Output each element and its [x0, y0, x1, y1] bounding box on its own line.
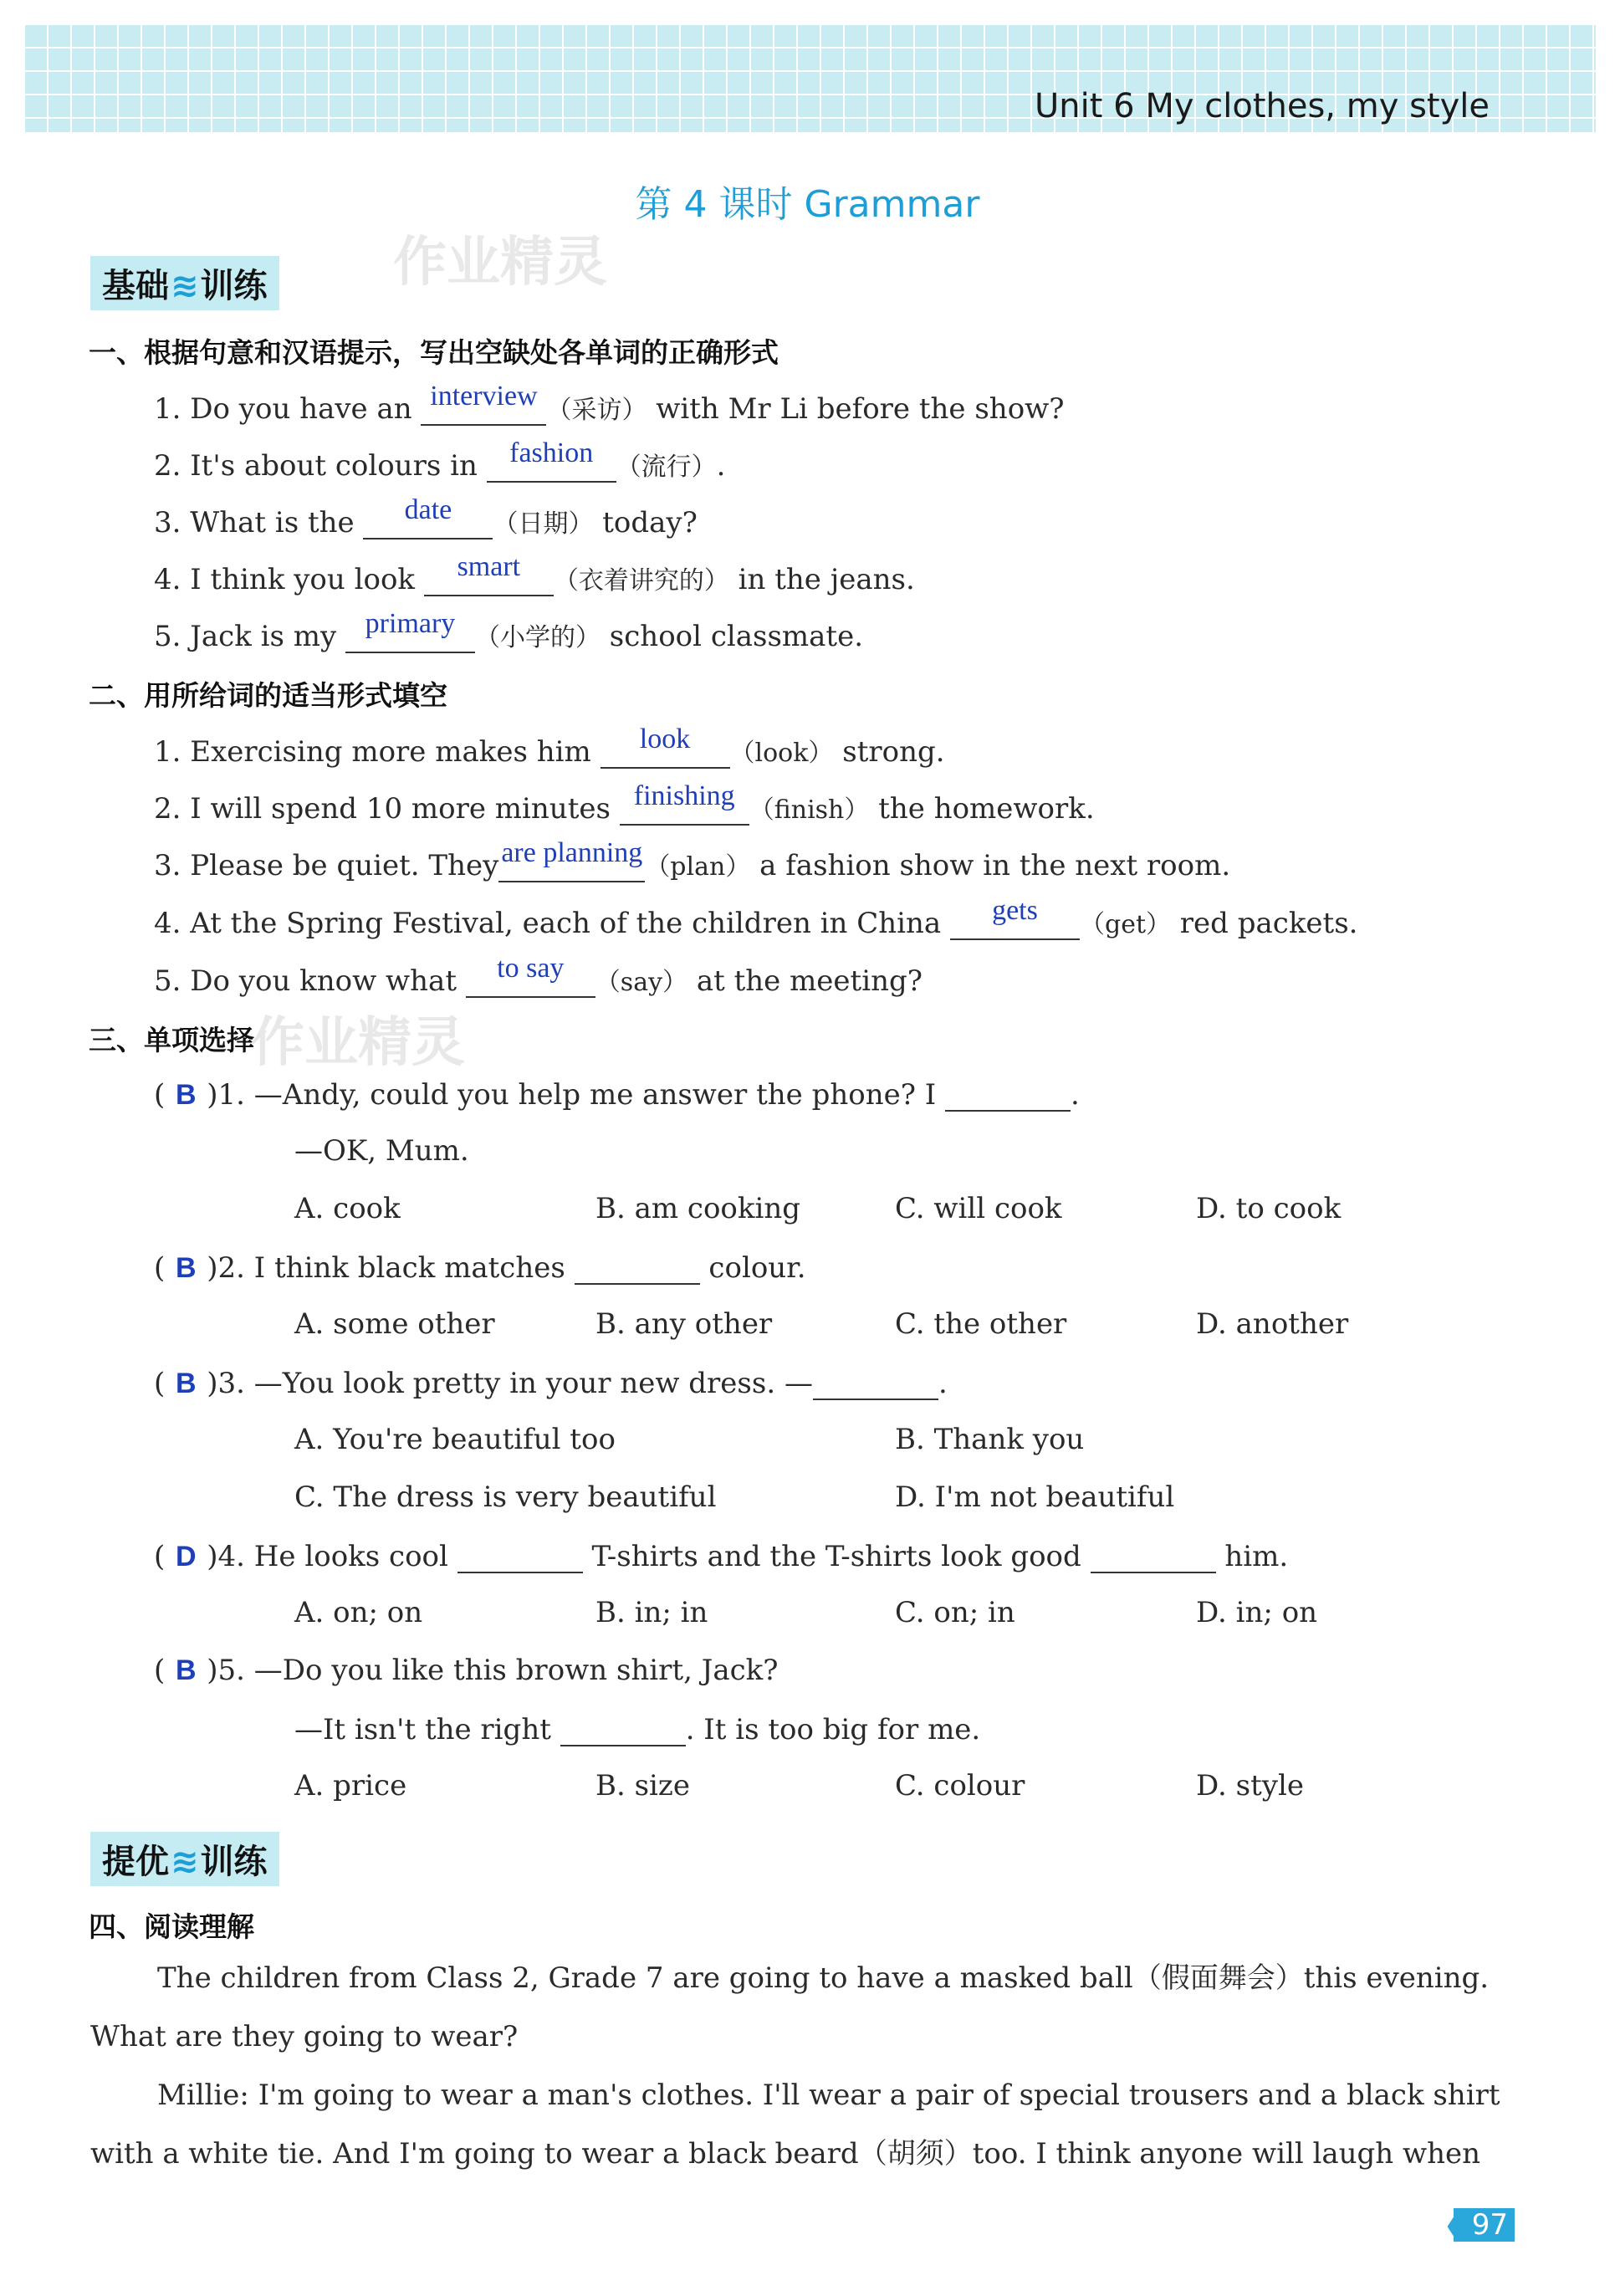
answer: smart [457, 551, 521, 582]
mc-option: D. to cook [1196, 1192, 1342, 1225]
mc-answer: D [175, 1541, 197, 1572]
page-number: ❮ 97 [1454, 2208, 1515, 2242]
part2-item: 5. Do you know what to say （say） at the meeting? [154, 953, 922, 998]
part2-title: 二、用所给词的适当形式填空 [89, 679, 447, 712]
mc-question-line2: —It isn't the right . It is too big for me. [294, 1713, 981, 1746]
section-right: 训练 [200, 267, 268, 305]
mc-option: D. in; on [1196, 1596, 1318, 1629]
part2-item: 2. I will spend 10 more minutes finishing （finish） the homework. [154, 780, 1095, 826]
mc-option: A. cook [294, 1192, 401, 1225]
answer: to say [497, 953, 565, 984]
mc-answer: B [175, 1654, 197, 1686]
section-basic-training [90, 256, 279, 310]
reading-line: What are they going to wear? [90, 2020, 519, 2053]
section-right: 训练 [200, 1843, 268, 1881]
mc-option: C. the other [895, 1307, 1067, 1341]
answer: are planning [501, 837, 643, 868]
part2-item: 1. Exercising more makes him look （look） strong. [154, 724, 945, 769]
part3-title: 三、单项选择 [89, 1024, 254, 1056]
mc-option: C. colour [895, 1769, 1025, 1803]
part4-title: 四、阅读理解 [89, 1910, 254, 1943]
chevron-left-icon: ❮ [1443, 2208, 1468, 2242]
mc-question: ( B )1. —Andy, could you help me answer the phone? I . [154, 1078, 1080, 1112]
part1-title: 一、根据句意和汉语提示，写出空缺处各单词的正确形式 [89, 336, 779, 369]
mc-option: A. price [294, 1769, 407, 1803]
mc-reply: —OK, Mum. [294, 1134, 469, 1168]
answer: look [639, 724, 691, 754]
answer: gets [992, 895, 1038, 926]
part1-item: 2. It's about colours in fashion （流行）. [154, 437, 726, 483]
answer: finishing [633, 780, 735, 811]
reading-passage [90, 1949, 1512, 2183]
part1-item: 1. Do you have an interview （采访） with Mr Li before the show? [154, 381, 1065, 426]
mc-option: C. will cook [895, 1192, 1062, 1225]
mc-answer: B [175, 1252, 197, 1284]
wave-icon: ≋ [171, 267, 199, 305]
watermark: 作业精灵 [393, 232, 607, 294]
part1-item: 5. Jack is my primary （小学的） school classmate. [154, 608, 864, 653]
answer: date [404, 494, 452, 525]
mc-answer: B [175, 1079, 197, 1111]
section-advanced-training [90, 1832, 279, 1886]
mc-option: A. on; on [294, 1596, 423, 1629]
answer: interview [430, 381, 538, 412]
reading-line: Millie: I'm going to wear a man's clothes. I'll wear a pair of special trousers and a black shirt [157, 2079, 1500, 2112]
mc-option: C. The dress is very beautiful [294, 1480, 717, 1514]
mc-option: B. in; in [595, 1596, 708, 1629]
mc-option: B. size [595, 1769, 690, 1803]
mc-option: B. am cooking [595, 1192, 801, 1225]
mc-option: C. on; in [895, 1596, 1015, 1629]
answer: fashion [509, 437, 594, 468]
section-left: 提优 [102, 1843, 169, 1881]
reading-line: with a white tie. And I'm going to wear a black beard（胡须）too. I think anyone will laugh when [90, 2137, 1481, 2171]
mc-question: ( D )4. He looks cool T-shirts and the T-shirts look good him. [154, 1540, 1289, 1573]
watermark: 作业精灵 [251, 1012, 465, 1074]
mc-option: D. I'm not beautiful [895, 1480, 1175, 1514]
mc-option: A. some other [294, 1307, 495, 1341]
wave-icon: ≋ [171, 1843, 199, 1881]
mc-option: A. You're beautiful too [294, 1423, 616, 1456]
mc-answer: B [175, 1368, 197, 1399]
mc-option: B. Thank you [895, 1423, 1085, 1456]
reading-line: The children from Class 2, Grade 7 are going to have a masked ball（假面舞会）this evening. [157, 1961, 1490, 1995]
lesson-title: 第 4 课时 Grammar [635, 183, 980, 226]
mc-option: D. another [1196, 1307, 1349, 1341]
mc-option: B. any other [595, 1307, 773, 1341]
part1-item: 4. I think you look smart （衣着讲究的） in the jeans. [154, 551, 915, 596]
mc-question: ( B )5. —Do you like this brown shirt, Jack? [154, 1654, 779, 1687]
answer: primary [365, 608, 456, 639]
part2-item: 4. At the Spring Festival, each of the children in China gets （get） red packets. [154, 895, 1358, 940]
unit-title: Unit 6 My clothes, my style [1035, 87, 1490, 125]
part2-item: 3. Please be quiet. They are planning （plan） a fashion show in the next room. [154, 837, 1231, 882]
part1-item: 3. What is the date （日期） today? [154, 494, 698, 539]
mc-question: ( B )3. —You look pretty in your new dress. — . [154, 1367, 948, 1400]
mc-question: ( B )2. I think black matches colour. [154, 1251, 806, 1285]
section-left: 基础 [102, 267, 169, 305]
mc-option: D. style [1196, 1769, 1304, 1803]
